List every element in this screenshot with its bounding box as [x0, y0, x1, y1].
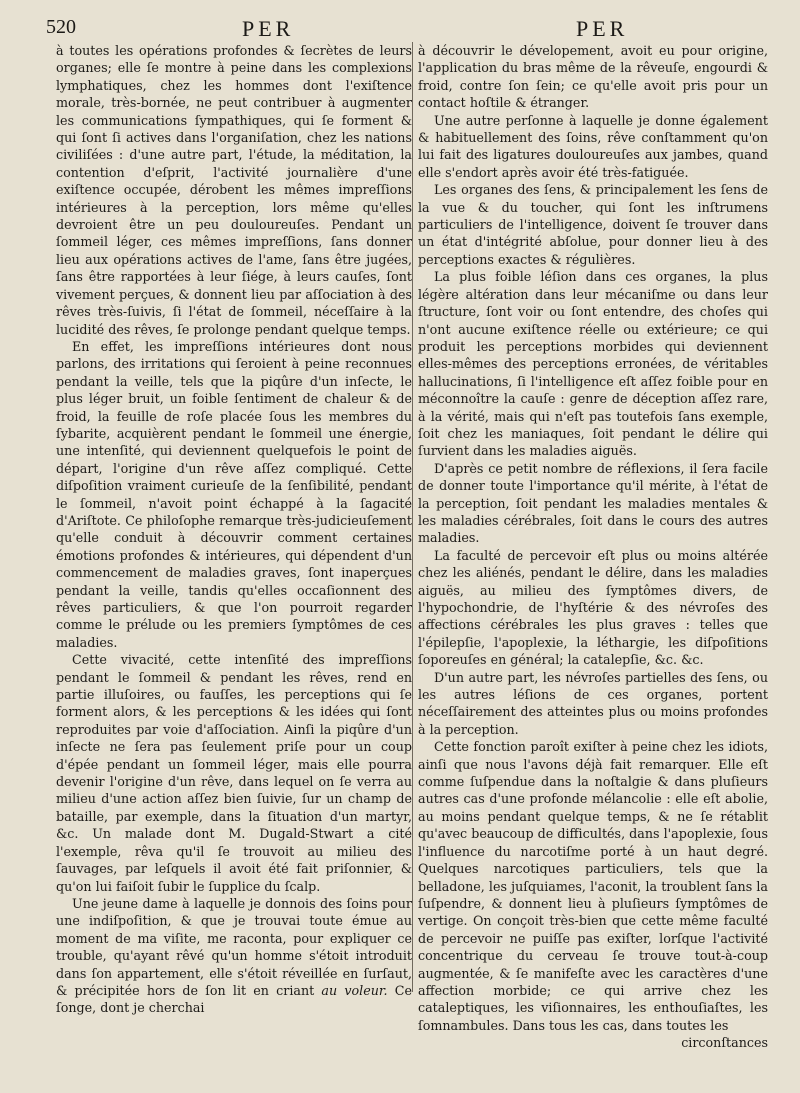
- paragraph: Une autre perſonne à laquelle je donne également & habituellement des ſoins, rêve conſtamment qu'on lui fait des ligatures douloureuſes aux jambes, quand elle s'endort après avoir été très-fatiguée.: [418, 112, 768, 180]
- running-head-right: PER: [576, 16, 629, 41]
- paragraph-text: Une jeune dame à laquelle je donnois des ſoins pour une indiſpoſition, & que je trouvai toute émue au moment de ma viſite, me raconta, pour expliquer ce trouble, qu'ayant rêvé qu'un homme s'étoit introduit dans ſon appartement, elle s'étoit réveillée en ſurſaut, & précipitée hors de ſon lit en criant: [56, 895, 412, 998]
- paragraph: Cette vivacité, cette intenſité des impreſſions pendant le ſommeil & pendant les rêves, rend en partie illuſoires, ou fauſſes, les perceptions qui ſe forment alors, & les perceptions & les idées qui ſont reproduites par voie d'aſſociation. Ainſi la piqûre d'un inſecte ne ſera pas ſeulement priſe pour un coup d'épée pendant un ſommeil léger, mais elle pourra devenir l'origine d'un rêve, dans lequel on ſe verra au milieu d'une action aſſez bien ſuivie, ſur un champ de bataille, par exemple, dans la ſituation d'un martyr, &c. Un malade dont M. Dugald-Stwart a cité l'exemple, rêva qu'il ſe trouvoit au milieu des ſauvages, par leſquels il avoit été fait priſonnier, & qu'on lui faiſoit ſubir le ſupplice du ſcalp.: [56, 652, 412, 894]
- text-columns: [46, 42, 768, 1073]
- paragraph: D'un autre part, les névroſes partielles des ſens, ou les autres léſions de ces organes, portent néceſſairement des atteintes plus ou moins profondes à la perception.: [418, 669, 768, 737]
- paragraph: La faculté de percevoir eſt plus ou moins altérée chez les aliénés, pendant le délire, dans les maladies aiguës, au milieu des ſymptômes divers, de l'hypochondrie, de l'hyſtérie & des névroſes des affections cérébrales les plus graves : telles que l'épilepſie, l'apoplexie, la léthargie, les diſpoſitions ſoporeuſes en général; la catalepſie, &c. &c.: [418, 547, 768, 668]
- paragraph: Les organes des ſens, & principalement les ſens de la vue & du toucher, qui ſont les inſtrumens particuliers de l'intelligence, doivent ſe trouver dans un état d'intégrité abſolue, pour donner lieu à des perceptions exactes & régulières.: [418, 182, 768, 267]
- page-number: 520: [46, 16, 76, 38]
- paragraph-text: Ce ſonge, dont je cherchai: [56, 982, 412, 1016]
- paragraph: D'après ce petit nombre de réflexions, il ſera facile de donner toute l'importance qu'il mérite, à l'état de la perception, ſoit pendant les maladies mentales & les maladies cérébrales, ſoit dans le cours des autres maladies.: [418, 460, 768, 546]
- right-column: [418, 42, 768, 1052]
- italic-phrase: au voleur.: [321, 982, 388, 998]
- paragraph: En effet, les impreſſions intérieures dont nous parlons, des irritations qui ſeroient à peine reconnues pendant la veille, tels que la piqûre d'un inſecte, le plus léger bruit, un foible ſentiment de chaleur & de froid, la feuille de roſe placée ſous les membres du ſybarite, acquièrent pendant le ſommeil une énergie, une intenſité, qui deviennent quelquefois le point de départ, l'origine d'un rêve aſſez compliqué. Cette diſpoſition vraiment curieuſe de la ſenſibilité, pendant le ſommeil, n'avoit point échappé à la ſagacité d'Ariſtote. Ce philoſophe remarque très-judicieuſement qu'elle conduit à découvrir comment certaines émotions profondes & intérieures, qui dépendent d'un commencement de maladies graves, ſont inaperçues pendant la veille, tandis qu'elles occaſionnent des rêves particuliers, & que l'on pourroit regarder comme le prélude ou les premiers ſymptômes de ces maladies.: [56, 338, 412, 650]
- paragraph: à découvrir le dévelopement, avoit eu pour origine, l'application du bras même de la rêveuſe, engourdi & froid, contre ſon ſein; ce qu'elle avoit pris pour un contact hoſtile & étranger.: [418, 43, 768, 111]
- left-column: [56, 42, 412, 1017]
- catchword: circonſtances: [681, 1035, 768, 1051]
- page-header: [46, 12, 760, 42]
- paragraph: Cette fonction paroît exiſter à peine chez les idiots, ainſi que nous l'avons déjà fait remarquer. Elle eſt comme ſuſpendue dans la noſtalgie & dans pluſieurs autres cas d'une profonde mélancolie : elle eſt abolie, au moins pendant quelque temps, & ne ſe rétablit qu'avec beaucoup de difficultés, dans l'apoplexie, ſous l'influence du narcotiſme porté à un haut degré. Quelques narcotiques particuliers, tels que la belladone, les juſquiames, l'aconit, la troublent ſans la ſuſpendre, & donnent lieu à pluſieurs ſymptômes de vertige. On conçoit très-bien que cette même faculté de percevoir ne puiſſe pas exiſter, lorſque l'activité concentrique du cerveau ſe trouve tout-à-coup augmentée, & ſe manifeſte avec les caractères d'une affection morbide; ce qui arrive chez les cataleptiques, les viſionnaires, les enthouſiaſtes, les ſomnambules. Dans tous les cas, dans toutes les: [418, 739, 768, 1033]
- paragraph: à toutes les opérations profondes & ſecrètes de leurs organes; elle ſe montre à peine dans les complexions lymphatiques, chez les hommes dont l'exiſtence morale, très-bornée, ne peut contribuer à augmenter les communications ſympathiques, qui ſe forment & qui ſont ſi actives dans l'organiſation, chez les nations civiliſées : d'une autre part, l'étude, la méditation, la contention d'eſprit, l'activité journalière d'une exiſtence occupée, dérobent les mêmes impreſſions intérieures à la perception, lors même qu'elles devroient être un peu douloureuſes. Pendant un ſommeil léger, ces mêmes impreſſions, ſans donner lieu aux opérations actives de l'ame, ſans être jugées, ſans être rapportées à leur ſiége, à leurs cauſes, ſont vivement perçues, & donnent lieu par aſſociation à des rêves très-ſuivis, ſi l'état de ſommeil, néceſſaire à la lucidité des rêves, ſe prolonge pendant quelque temps.: [56, 43, 412, 337]
- column-divider: [412, 42, 413, 992]
- paragraph: [56, 895, 412, 1017]
- paragraph: La plus foible léſion dans ces organes, la plus légère altération dans leur mécaniſme ou dans leur ſtructure, ſont voir ou ſont entendre, des choſes qui n'ont aucune exiſtence réelle ou extérieure; ce qui produit les perceptions morbides qui deviennent elles-mêmes des perceptions erronées, de véritables hallucinations, ſi l'intelligence eſt aſſez foible pour en méconnoître la cauſe : genre de déception aſſez rare, à la vérité, mais qui n'eſt pas toutefois ſans exemple, ſoit chez les maniaques, ſoit pendant le délire qui ſurvient dans les maladies aiguës.: [418, 269, 768, 459]
- running-head-left: PER: [242, 16, 295, 41]
